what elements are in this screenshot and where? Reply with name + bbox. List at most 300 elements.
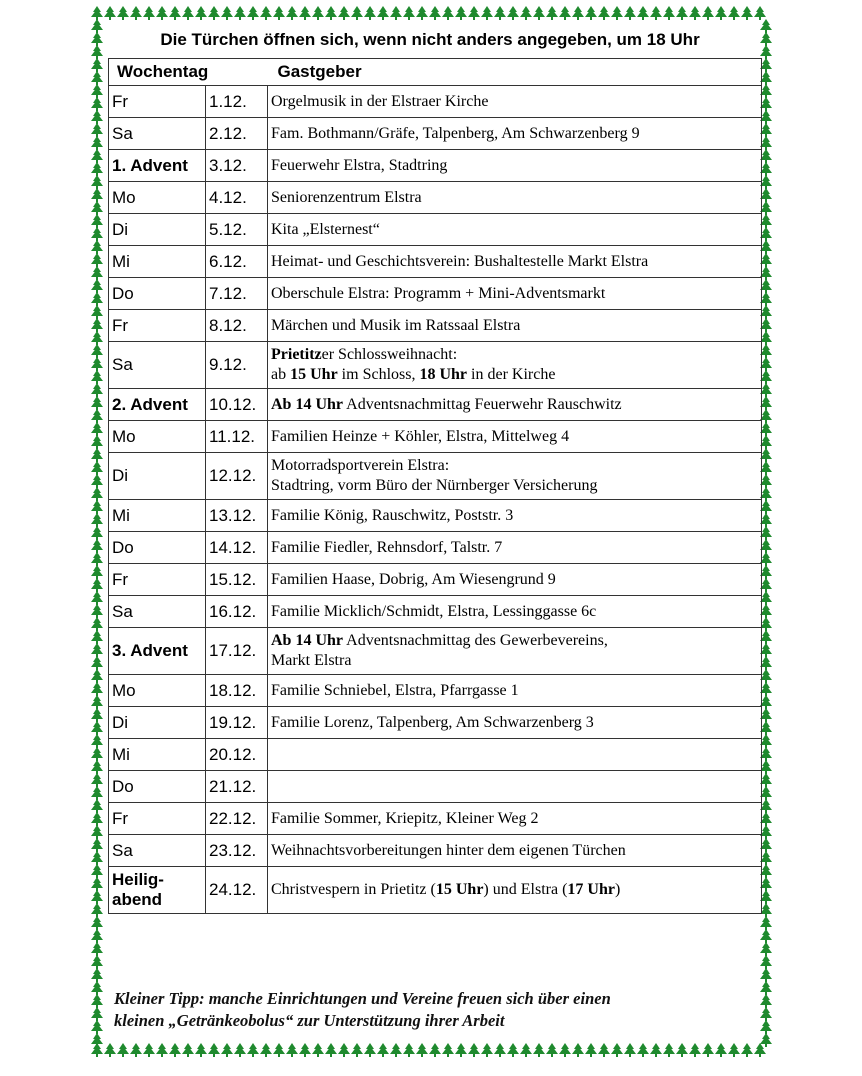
fir-tree-icon [689, 6, 701, 20]
host-text: Fam. Bothmann/Gräfe, Talpenberg, Am Schwarzenberg 9 [271, 124, 640, 142]
fir-tree-icon [91, 604, 103, 618]
fir-tree-icon [663, 1043, 675, 1057]
fir-tree-icon [117, 1043, 129, 1057]
fir-tree-icon [546, 1043, 558, 1057]
fir-tree-icon [91, 188, 103, 202]
fir-tree-icon [91, 968, 103, 982]
fir-tree-icon [760, 994, 772, 1008]
fir-tree-icon [91, 526, 103, 540]
fir-tree-icon [156, 1043, 168, 1057]
fir-tree-icon [299, 1043, 311, 1057]
host-cell [268, 596, 762, 628]
host-text: Oberschule Elstra: Programm + Mini-Adventsmarkt [271, 284, 606, 302]
weekday-cell: Mo [109, 675, 206, 707]
host-line [271, 713, 759, 733]
date-cell: 22.12. [206, 803, 268, 835]
fir-tree-icon [91, 422, 103, 436]
fir-tree-icon [91, 435, 103, 449]
fir-tree-icon [91, 760, 103, 774]
fir-tree-icon [91, 487, 103, 501]
host-line [271, 880, 759, 900]
date-cell: 6.12. [206, 246, 268, 278]
fir-tree-icon [91, 994, 103, 1008]
fir-tree-icon [91, 6, 103, 20]
date-cell: 15.12. [206, 564, 268, 596]
fir-tree-icon [598, 1043, 610, 1057]
fir-tree-icon [760, 968, 772, 982]
fir-tree-icon [91, 84, 103, 98]
fir-tree-icon [91, 123, 103, 137]
fir-tree-icon [754, 1043, 766, 1057]
host-line [271, 631, 759, 651]
host-text: Heimat- und Geschichtsverein: Bushaltestelle Markt Elstra [271, 252, 649, 270]
fir-tree-icon [273, 1043, 285, 1057]
table-row [109, 246, 762, 278]
table-row [109, 835, 762, 867]
fir-tree-icon [91, 474, 103, 488]
fir-tree-icon [338, 1043, 350, 1057]
table-row [109, 771, 762, 803]
fir-tree-icon [760, 45, 772, 59]
fir-tree-icon [91, 539, 103, 553]
fir-tree-icon [702, 1043, 714, 1057]
fir-tree-icon [91, 591, 103, 605]
tip-line-2: kleinen „Getränkeobolus“ zur Unterstützung ihrer Arbeit [114, 1011, 505, 1030]
host-line [271, 316, 759, 336]
fir-tree-icon [650, 1043, 662, 1057]
fir-tree-icon [182, 6, 194, 20]
fir-tree-icon [559, 6, 571, 20]
fir-tree-icon [91, 799, 103, 813]
date-cell: 19.12. [206, 707, 268, 739]
weekday-cell: Sa [109, 342, 206, 389]
fir-tree-icon [559, 1043, 571, 1057]
host-text: ) [614, 881, 621, 898]
fir-tree-icon [481, 1043, 493, 1057]
host-line [271, 395, 759, 415]
host-cell [268, 867, 762, 914]
host-text: Motorradsportverein Elstra: [271, 457, 450, 474]
date-cell: 7.12. [206, 278, 268, 310]
fir-tree-icon [494, 1043, 506, 1057]
host-text: Adventsnachmittag Feuerwehr Rauschwitz [343, 395, 622, 413]
date-cell: 14.12. [206, 532, 268, 564]
fir-tree-icon [760, 916, 772, 930]
weekday-cell: Fr [109, 310, 206, 342]
table-row [109, 278, 762, 310]
fir-tree-icon [195, 1043, 207, 1057]
fir-tree-icon [91, 1020, 103, 1034]
fir-tree-icon [221, 1043, 233, 1057]
host-text: Familien Haase, Dobrig, Am Wiesengrund 9 [271, 570, 556, 588]
table-row [109, 214, 762, 246]
fir-tree-icon [91, 669, 103, 683]
fir-tree-icon [760, 1033, 772, 1047]
table-header-row [109, 59, 762, 86]
fir-tree-icon [611, 6, 623, 20]
fir-tree-icon [624, 1043, 636, 1057]
fir-tree-icon [91, 734, 103, 748]
weekday-cell: Mo [109, 182, 206, 214]
fir-tree-icon [390, 1043, 402, 1057]
host-line [271, 538, 759, 558]
table-row [109, 118, 762, 150]
fir-tree-icon [234, 6, 246, 20]
fir-tree-icon [117, 6, 129, 20]
host-text: Ab 14 Uhr [271, 395, 344, 413]
date-cell: 20.12. [206, 739, 268, 771]
host-line [271, 841, 759, 861]
fir-tree-icon [91, 838, 103, 852]
host-line [271, 365, 759, 385]
host-cell [268, 739, 762, 771]
host-text: 17 Uhr [567, 881, 615, 898]
fir-tree-icon [403, 6, 415, 20]
weekday-cell: Mi [109, 246, 206, 278]
host-text: er Schlossweihnacht: [321, 346, 458, 363]
table-row [109, 389, 762, 421]
fir-tree-icon [91, 825, 103, 839]
advent-calendar-table [108, 58, 762, 914]
host-text: Familie Micklich/Schmidt, Elstra, Lessinggasse 6c [271, 602, 597, 620]
table-row [109, 500, 762, 532]
weekday-cell: Mi [109, 500, 206, 532]
fir-tree-icon [351, 1043, 363, 1057]
host-cell [268, 835, 762, 867]
host-cell [268, 532, 762, 564]
host-text: Seniorenzentrum Elstra [271, 188, 422, 206]
host-text: Familie Sommer, Kriepitz, Kleiner Weg 2 [271, 809, 539, 827]
fir-tree-icon [91, 1033, 103, 1047]
host-text: Christvespern in Prietitz ( [271, 881, 436, 898]
fir-tree-icon [624, 6, 636, 20]
date-cell: 3.12. [206, 150, 268, 182]
fir-tree-icon [416, 1043, 428, 1057]
fir-tree-icon [91, 942, 103, 956]
fir-tree-icon [468, 6, 480, 20]
host-cell [268, 182, 762, 214]
fir-tree-icon [351, 6, 363, 20]
header-host: Gastgeber [268, 59, 762, 86]
fir-tree-icon [91, 383, 103, 397]
date-cell: 1.12. [206, 86, 268, 118]
fir-tree-icon [247, 6, 259, 20]
fir-tree-icon [260, 6, 272, 20]
table-row [109, 739, 762, 771]
fir-tree-icon [91, 448, 103, 462]
fir-tree-icon [91, 851, 103, 865]
tip-line-1: Kleiner Tipp: manche Einrichtungen und Vereine freuen sich über einen [114, 989, 611, 1008]
weekday-cell: Fr [109, 803, 206, 835]
host-cell [268, 150, 762, 182]
fir-tree-icon [533, 6, 545, 20]
fir-tree-icon [91, 227, 103, 241]
fir-tree-icon [234, 1043, 246, 1057]
fir-tree-icon [91, 409, 103, 423]
fir-tree-icon [91, 812, 103, 826]
host-text: Adventsnachmittag des Gewerbevereins, [343, 632, 608, 649]
host-text: Markt Elstra [271, 652, 352, 669]
host-text: Familien Heinze + Köhler, Elstra, Mittelweg 4 [271, 427, 570, 445]
host-cell [268, 803, 762, 835]
date-cell: 18.12. [206, 675, 268, 707]
host-text: 18 Uhr [419, 366, 468, 383]
fir-tree-icon [390, 6, 402, 20]
fir-tree-icon [130, 1043, 142, 1057]
fir-tree-icon [533, 1043, 545, 1057]
fir-tree-icon [91, 201, 103, 215]
fir-tree-icon [91, 786, 103, 800]
fir-tree-icon [104, 6, 116, 20]
weekday-cell: Di [109, 214, 206, 246]
host-text: Stadtring, vorm Büro der Nürnberger Versicherung [271, 477, 598, 494]
fir-tree-icon [507, 6, 519, 20]
host-line [271, 156, 759, 176]
fir-tree-icon [715, 6, 727, 20]
date-cell: 4.12. [206, 182, 268, 214]
host-text: Märchen und Musik im Ratssaal Elstra [271, 316, 521, 334]
fir-tree-icon [91, 370, 103, 384]
fir-tree-icon [104, 1043, 116, 1057]
table-row [109, 86, 762, 118]
fir-tree-icon [676, 1043, 688, 1057]
fir-tree-icon [611, 1043, 623, 1057]
fir-tree-icon [182, 1043, 194, 1057]
fir-tree-icon [702, 6, 714, 20]
fir-tree-icon [91, 279, 103, 293]
fir-tree-icon [208, 6, 220, 20]
fir-tree-icon [91, 643, 103, 657]
fir-tree-icon [91, 71, 103, 85]
table-row [109, 310, 762, 342]
weekday-cell: Fr [109, 564, 206, 596]
fir-tree-icon [325, 6, 337, 20]
host-text: 15 Uhr [290, 366, 338, 383]
host-text: Prietitz [271, 346, 322, 363]
table-row [109, 532, 762, 564]
host-line [271, 252, 759, 272]
fir-tree-icon [91, 903, 103, 917]
host-cell [268, 675, 762, 707]
date-cell: 10.12. [206, 389, 268, 421]
host-cell [268, 246, 762, 278]
date-cell: 9.12. [206, 342, 268, 389]
host-cell [268, 500, 762, 532]
host-line [271, 345, 759, 365]
fir-tree-icon [91, 708, 103, 722]
fir-tree-icon [338, 6, 350, 20]
fir-tree-icon [91, 916, 103, 930]
host-cell [268, 86, 762, 118]
fir-tree-icon [91, 162, 103, 176]
fir-tree-icon [312, 6, 324, 20]
host-cell [268, 342, 762, 389]
fir-tree-icon [91, 266, 103, 280]
host-text: Familie König, Rauschwitz, Poststr. 3 [271, 506, 514, 524]
fir-tree-icon [520, 1043, 532, 1057]
fir-tree-icon [91, 240, 103, 254]
fir-tree-icon [286, 1043, 298, 1057]
host-line [271, 570, 759, 590]
host-line [271, 476, 759, 496]
fir-tree-icon [728, 6, 740, 20]
fir-tree-icon [760, 32, 772, 46]
weekday-cell: Do [109, 532, 206, 564]
page-title: Die Türchen öffnen sich, wenn nicht anders angegeben, um 18 Uhr [160, 30, 700, 49]
fir-tree-icon [260, 1043, 272, 1057]
host-text: Feuerwehr Elstra, Stadtring [271, 156, 448, 174]
weekday-cell: 3. Advent [109, 628, 206, 675]
host-text: im Schloss, [337, 366, 420, 383]
fir-tree-icon [156, 6, 168, 20]
fir-tree-icon [143, 1043, 155, 1057]
fir-tree-icon [676, 6, 688, 20]
fir-tree-icon [455, 1043, 467, 1057]
date-cell: 23.12. [206, 835, 268, 867]
fir-tree-icon [91, 695, 103, 709]
fir-tree-icon [585, 1043, 597, 1057]
fir-tree-icon [442, 6, 454, 20]
fir-tree-icon [429, 6, 441, 20]
date-cell: 13.12. [206, 500, 268, 532]
host-line [271, 809, 759, 829]
tip-note [114, 988, 754, 1032]
weekday-cell: Di [109, 453, 206, 500]
host-line [271, 124, 759, 144]
fir-tree-icon [760, 942, 772, 956]
fir-tree-icon [572, 6, 584, 20]
fir-tree-icon [403, 1043, 415, 1057]
fir-tree-icon [637, 1043, 649, 1057]
date-cell: 8.12. [206, 310, 268, 342]
fir-tree-icon [760, 955, 772, 969]
fir-tree-icon [91, 318, 103, 332]
host-text: Familie Lorenz, Talpenberg, Am Schwarzenberg 3 [271, 713, 594, 731]
host-line [271, 284, 759, 304]
weekday-line: abend [112, 890, 163, 909]
fir-tree-icon [91, 58, 103, 72]
host-cell [268, 453, 762, 500]
fir-tree-icon [91, 721, 103, 735]
fir-tree-icon [169, 6, 181, 20]
fir-tree-icon [91, 552, 103, 566]
table-row [109, 867, 762, 914]
weekday-cell: Fr [109, 86, 206, 118]
fir-tree-icon [312, 1043, 324, 1057]
weekday-cell: 1. Advent [109, 150, 206, 182]
fir-tree-icon [91, 175, 103, 189]
host-cell [268, 707, 762, 739]
weekday-cell [109, 867, 206, 914]
host-text: Familie Fiedler, Rehnsdorf, Talstr. 7 [271, 538, 503, 556]
host-cell [268, 278, 762, 310]
date-cell: 16.12. [206, 596, 268, 628]
fir-tree-icon [760, 981, 772, 995]
fir-tree-icon [760, 1007, 772, 1021]
fir-tree-icon [494, 6, 506, 20]
weekday-cell: Di [109, 707, 206, 739]
fir-tree-icon [91, 500, 103, 514]
date-cell: 2.12. [206, 118, 268, 150]
host-cell [268, 389, 762, 421]
fir-tree-icon [91, 630, 103, 644]
header-weekday: Wochentag [109, 59, 268, 86]
weekday-line: Heilig- [112, 870, 164, 889]
fir-tree-icon [455, 6, 467, 20]
fir-tree-icon [130, 6, 142, 20]
fir-tree-icon [598, 6, 610, 20]
weekday-cell: Sa [109, 118, 206, 150]
fir-tree-icon [468, 1043, 480, 1057]
fir-tree-icon [221, 6, 233, 20]
table-row [109, 421, 762, 453]
host-line [271, 456, 759, 476]
fir-tree-icon [637, 6, 649, 20]
host-text: Weihnachtsvorbereitungen hinter dem eigenen Türchen [271, 841, 626, 859]
fir-tree-icon [91, 136, 103, 150]
fir-tree-icon [91, 864, 103, 878]
host-text: ab [271, 366, 291, 383]
fir-tree-icon [273, 6, 285, 20]
host-cell [268, 771, 762, 803]
table-row [109, 596, 762, 628]
fir-tree-icon [481, 6, 493, 20]
fir-tree-icon [169, 1043, 181, 1057]
fir-tree-icon [91, 149, 103, 163]
host-cell [268, 118, 762, 150]
host-line [271, 651, 759, 671]
fir-tree-icon [715, 1043, 727, 1057]
fir-tree-icon [760, 19, 772, 33]
fir-tree-icon [208, 1043, 220, 1057]
fir-tree-icon [377, 1043, 389, 1057]
fir-tree-icon [91, 565, 103, 579]
fir-tree-icon [91, 747, 103, 761]
date-cell: 21.12. [206, 771, 268, 803]
fir-tree-icon [91, 682, 103, 696]
weekday-cell: Mi [109, 739, 206, 771]
host-line [271, 188, 759, 208]
fir-tree-icon [520, 6, 532, 20]
host-text: ) und Elstra ( [483, 881, 568, 898]
fir-tree-icon [91, 396, 103, 410]
weekday-cell: 2. Advent [109, 389, 206, 421]
table-row [109, 803, 762, 835]
weekday-cell: Mo [109, 421, 206, 453]
fir-tree-icon [364, 1043, 376, 1057]
table-row [109, 150, 762, 182]
table-row [109, 182, 762, 214]
fir-tree-icon [91, 214, 103, 228]
date-cell: 5.12. [206, 214, 268, 246]
fir-tree-icon [760, 929, 772, 943]
fir-tree-icon [91, 513, 103, 527]
fir-tree-icon [91, 461, 103, 475]
fir-tree-icon [429, 1043, 441, 1057]
fir-tree-icon [91, 97, 103, 111]
fir-tree-icon [91, 773, 103, 787]
fir-tree-icon [91, 656, 103, 670]
fir-tree-icon [91, 344, 103, 358]
fir-tree-icon [91, 305, 103, 319]
fir-tree-icon [377, 6, 389, 20]
fir-tree-icon [91, 292, 103, 306]
fir-tree-icon [143, 6, 155, 20]
fir-tree-icon [91, 331, 103, 345]
fir-tree-icon [689, 1043, 701, 1057]
weekday-cell: Do [109, 771, 206, 803]
host-line [271, 220, 759, 240]
